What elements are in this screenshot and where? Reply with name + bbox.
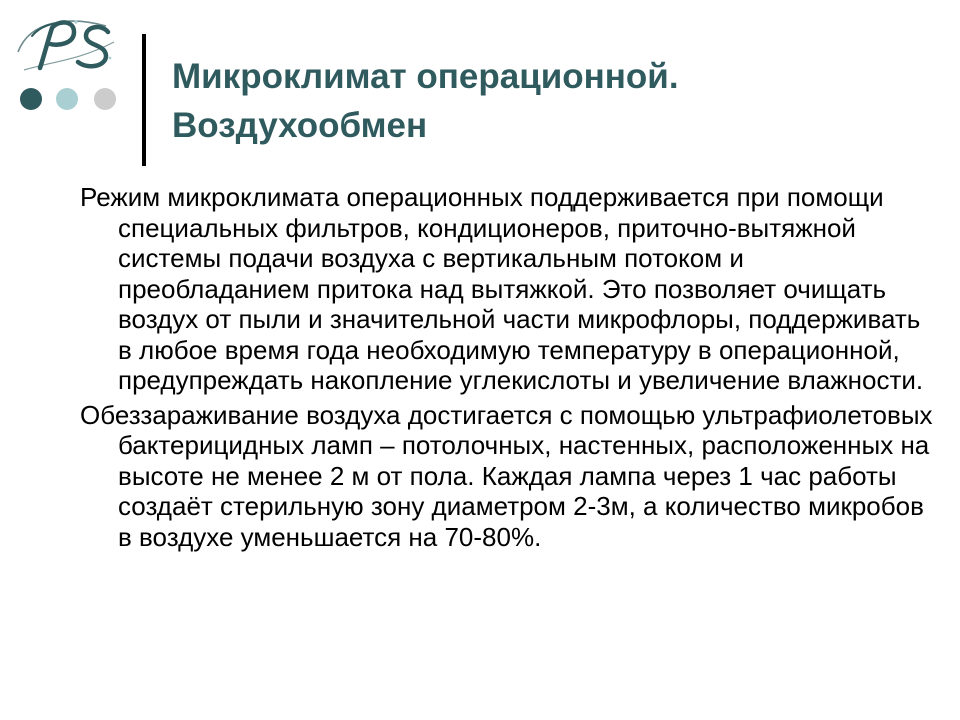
dot-light-icon xyxy=(94,88,116,110)
slide-title xyxy=(172,52,932,150)
decorative-dots xyxy=(20,88,130,110)
ps-monogram-logo xyxy=(10,12,120,76)
dot-medium-icon xyxy=(56,88,78,110)
ps-monogram-icon xyxy=(10,12,120,76)
slide-title-line-1: Микроклимат операционной. xyxy=(172,57,679,96)
paragraph-microclimate: Режим микроклимата операционных поддерживается при помощи специальных фильтров, кондиционеров, приточно-вытяжной системы подачи воздуха с вертикальным потоком и преобладанием притока над вытяжкой. Это позволяет очищать воздух от пыли и значительной части микрофлоры, поддерживать в любое время года необходимую температуру в операционной, предупреждать накопление углекислоты и увеличение влажности. xyxy=(80,182,924,395)
title-accent-bar xyxy=(142,34,146,166)
dot-dark-icon xyxy=(20,88,42,110)
slide-title-line-2: Воздухообмен xyxy=(172,106,428,145)
paragraph-disinfection: Обеззараживание воздуха достигается с помощью ультрафиолетовых бактерицидных ламп – потолочных, настенных, расположенных на высоте не менее 2 м от пола. Каждая лампа через 1 час работы создаёт стерильную зону диаметром 2-3м, а количество микробов в воздухе уменьшается на 70-80%. xyxy=(80,399,933,552)
slide-body xyxy=(80,182,940,556)
